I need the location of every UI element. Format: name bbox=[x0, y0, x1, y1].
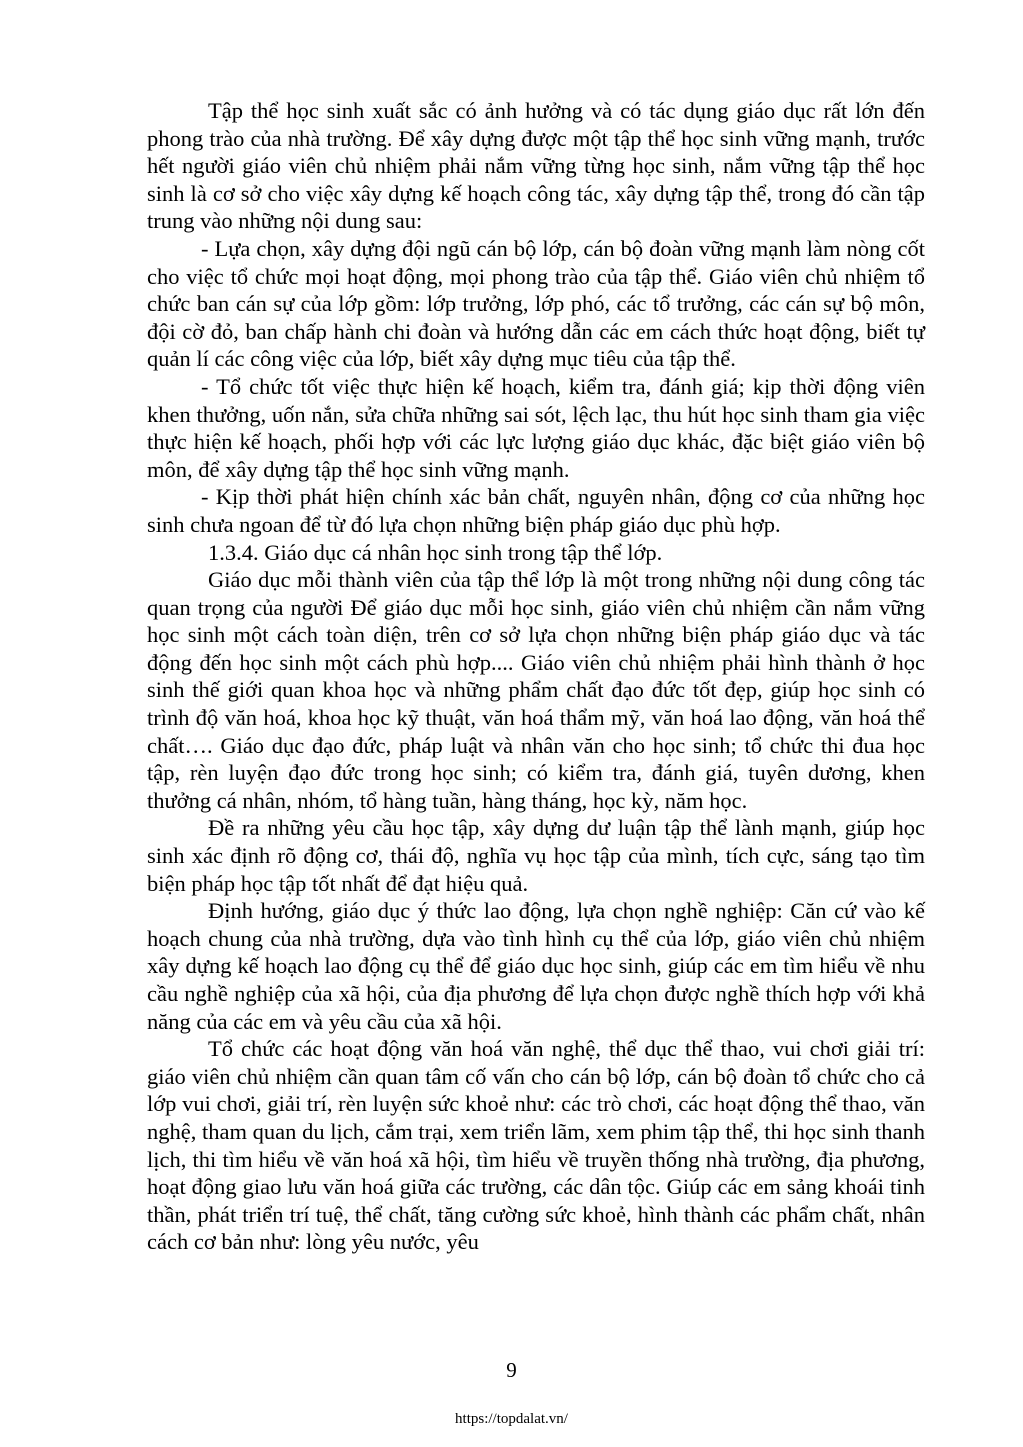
footer-url[interactable]: https://topdalat.vn/ bbox=[455, 1411, 568, 1427]
paragraph-bullet-1: - Lựa chọn, xây dựng đội ngũ cán bộ lớp, cán bộ đoàn vững mạnh làm nòng cốt cho việc tổ chức mọi hoạt động, mọi phong trào của tập thể. Giáo viên chủ nhiệm tổ chức ban cán sự của lớp gồm: lớp trưởng, lớp phó, các tổ trưởng, các cán sự bộ môn, đội cờ đỏ, ban chấp hành chi đoàn và hướng dẫn các em cách thức hoạt động, biết tự quản lí các công việc của lớp, biết xây dựng mục tiêu của tập thể. bbox=[147, 235, 925, 372]
paragraph-bullet-2: - Tổ chức tốt việc thực hiện kế hoạch, kiểm tra, đánh giá; kịp thời động viên khen thưởng, uốn nắn, sửa chữa những sai sót, lệch lạc, thu hút học sinh tham gia việc thực hiện kế hoạch, phối hợp với các lực lượng giáo dục khác, đặc biệt giáo viên bộ môn, để xây dựng tập thể học sinh vững mạnh. bbox=[147, 373, 925, 482]
section-heading: 1.3.4. Giáo dục cá nhân học sinh trong tập thể lớp. bbox=[208, 539, 663, 565]
page-number: 9 bbox=[506, 1358, 517, 1382]
paragraph-career-orientation: Định hướng, giáo dục ý thức lao động, lựa chọn nghề nghiệp: Căn cứ vào kế hoạch chung của nhà trường, dựa vào tình hình cụ thể của lớp, giáo viên chủ nhiệm xây dựng kế hoạch lao động cụ thể để giáo dục học sinh, giúp các em tìm hiểu về nhu cầu nghề nghiệp của xã hội, của địa phương để lựa chọn được nghề thích hợp với khả năng của các em và yêu cầu của xã hội. bbox=[147, 898, 925, 1034]
body-text bbox=[147, 97, 925, 1256]
paragraph-bullet-3: - Kịp thời phát hiện chính xác bản chất, nguyên nhân, động cơ của những học sinh chưa ngoan để từ đó lựa chọn những biện pháp giáo dục phù hợp. bbox=[147, 484, 925, 537]
paragraph-intro: Tập thể học sinh xuất sắc có ảnh hưởng và có tác dụng giáo dục rất lớn đến phong trào của nhà trường. Để xây dựng được một tập thể học sinh vững mạnh, trước hết người giáo viên chủ nhiệm phải nắm vững từng học sinh, nắm vững tập thể học sinh là cơ sở cho việc xây dựng kế hoạch công tác, xây dựng tập thể, trong đó cần tập trung vào những nội dung sau: bbox=[147, 98, 925, 234]
paragraph-learning-requirements: Đề ra những yêu cầu học tập, xây dựng dư luận tập thể lành mạnh, giúp học sinh xác định rõ động cơ, thái độ, nghĩa vụ học tập của mình, tích cực, sáng tạo tìm biện pháp học tập tốt nhất để đạt hiệu quả. bbox=[147, 815, 925, 896]
paragraph-cultural-activities: Tổ chức các hoạt động văn hoá văn nghệ, thể dục thể thao, vui chơi giải trí: giáo viên chủ nhiệm cần quan tâm cố vấn cho cán bộ lớp, cán bộ đoàn tổ chức cho cả lớp vui chơi, giải trí, rèn luyện sức khoẻ như: các trò chơi, các hoạt động thể thao, văn nghệ, tham quan du lịch, cắm trại, xem triển lãm, xem phim tập thể, thi học sinh thanh lịch, thi tìm hiểu về văn hoá xã hội, tìm hiểu về truyền thống nhà trường, địa phương, hoạt động giao lưu văn hoá giữa các trường, các dân tộc. Giúp các em sảng khoái tinh thần, phát triển trí tuệ, thể chất, tăng cường sức khoẻ, hình thành các phẩm chất, nhân cách cơ bản như: lòng yêu nước, yêu bbox=[147, 1036, 925, 1255]
paragraph-individual-education: Giáo dục mỗi thành viên của tập thể lớp là một trong những nội dung công tác quan trọng của người Để giáo dục mỗi học sinh, giáo viên chủ nhiệm cần nắm vững học sinh một cách toàn diện, trên cơ sở lựa chọn những biện pháp giáo dục và tác động đến học sinh một cách phù hợp.... Giáo viên chủ nhiệm phải hình thành ở học sinh thế giới quan khoa học và những phẩm chất đạo đức tốt đẹp, giúp học sinh có trình độ văn hoá, khoa học kỹ thuật, văn hoá thẩm mỹ, văn hoá lao động, văn hoá thể chất…. Giáo dục đạo đức, pháp luật và nhân văn cho học sinh; tổ chức thi đua học tập, rèn luyện đạo đức trong học sinh; có kiểm tra, đánh giá, tuyên dương, khen thưởng cá nhân, nhóm, tổ hàng tuần, hàng tháng, học kỳ, năm học. bbox=[147, 567, 925, 813]
